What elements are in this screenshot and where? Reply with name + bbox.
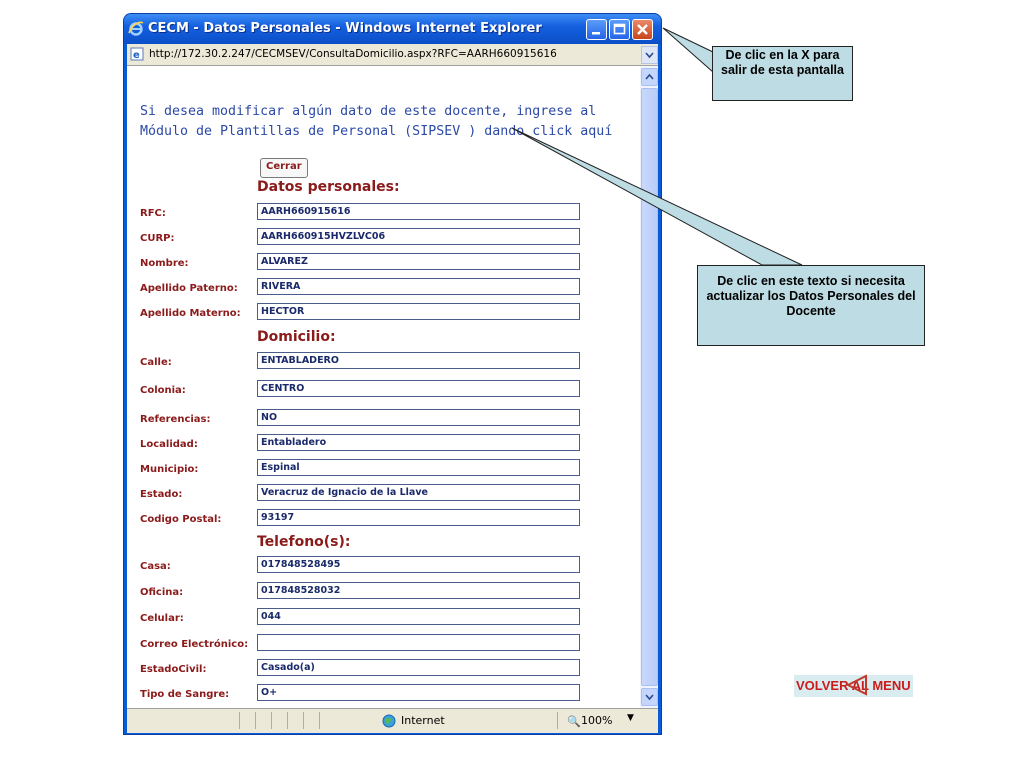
section-address-title: Domicilio: — [257, 329, 336, 345]
intro-line-1[interactable]: Si desea modificar algún dato de este docente, ingrese al — [140, 104, 597, 119]
volver-menu-link[interactable]: VOLVER AL MENU — [796, 678, 911, 693]
url-text[interactable]: http://172.30.2.247/CECMSEV/ConsultaDomicilio.aspx?RFC=AARH660915616 — [149, 48, 557, 60]
referencias-field[interactable]: NO — [257, 409, 580, 426]
field-label-calle: Calle: — [140, 357, 172, 368]
field-label-casa: Casa: — [140, 561, 171, 572]
apellido-materno-field[interactable]: HECTOR — [257, 303, 580, 320]
field-label-apellido-materno: Apellido Materno: — [140, 308, 241, 319]
field-label-apellido-paterno: Apellido Paterno: — [140, 283, 238, 294]
nombre-field[interactable]: ALVAREZ — [257, 253, 580, 270]
section-phones-title: Telefono(s): — [257, 534, 351, 550]
callout-update-text: De clic en este texto si necesita actualizar los Datos Personales del Docente — [697, 265, 925, 346]
svg-text:e: e — [133, 50, 140, 61]
callout-update-pointer — [512, 128, 802, 265]
zoom-icon[interactable]: 🔍 — [567, 715, 581, 728]
field-label-curp: CURP: — [140, 233, 175, 244]
estado-civil-field[interactable]: Casado(a) — [257, 659, 580, 676]
casa-field[interactable]: 017848528495 — [257, 556, 580, 573]
zone-label: Internet — [401, 714, 445, 727]
localidad-field[interactable]: Entabladero — [257, 434, 580, 451]
field-label-referencias: Referencias: — [140, 414, 211, 425]
colonia-field[interactable]: CENTRO — [257, 380, 580, 397]
codigo-postal-field[interactable]: 93197 — [257, 509, 580, 526]
field-label-codigo-postal: Codigo Postal: — [140, 514, 222, 525]
callout-close-x: De clic en la X para salir de esta pantalla — [712, 46, 853, 101]
municipio-field[interactable]: Espinal — [257, 459, 580, 476]
celular-field[interactable]: 044 — [257, 608, 580, 625]
rfc-field[interactable]: AARH660915616 — [257, 203, 580, 220]
field-label-nombre: Nombre: — [140, 258, 189, 269]
field-label-colonia: Colonia: — [140, 385, 186, 396]
section-personal-title: Datos personales: — [257, 179, 400, 195]
calle-field[interactable]: ENTABLADERO — [257, 352, 580, 369]
field-label-oficina: Oficina: — [140, 587, 184, 598]
zoom-level[interactable]: 100% — [581, 714, 613, 727]
apellido-paterno-field[interactable]: RIVERA — [257, 278, 580, 295]
zoom-dropdown-icon[interactable]: ▼ — [627, 713, 634, 723]
field-label-estado: Estado: — [140, 489, 183, 500]
curp-field[interactable]: AARH660915HVZLVC06 — [257, 228, 580, 245]
cerrar-button[interactable]: Cerrar — [260, 158, 308, 178]
field-label-rfc: RFC: — [140, 208, 166, 219]
back-arrow-icon[interactable] — [846, 674, 870, 696]
estado-field[interactable]: Veracruz de Ignacio de la Llave — [257, 484, 580, 501]
field-label-celular: Celular: — [140, 613, 184, 624]
field-label-localidad: Localidad: — [140, 439, 198, 450]
field-label-estado-civil: EstadoCivil: — [140, 664, 207, 675]
callout-close-pointer — [663, 28, 713, 72]
window-title: CECM - Datos Personales - Windows Internet Explorer — [148, 21, 542, 36]
tipo-sangre-field[interactable]: O+ — [257, 684, 580, 701]
field-label-municipio: Municipio: — [140, 464, 199, 475]
oficina-field[interactable]: 017848528032 — [257, 582, 580, 599]
field-label-correo: Correo Electrónico: — [140, 639, 249, 650]
field-label-tipo-sangre: Tipo de Sangre: — [140, 689, 230, 700]
intro-line-2[interactable]: Módulo de Plantillas de Personal (SIPSEV ) dando click aquí — [140, 124, 613, 139]
